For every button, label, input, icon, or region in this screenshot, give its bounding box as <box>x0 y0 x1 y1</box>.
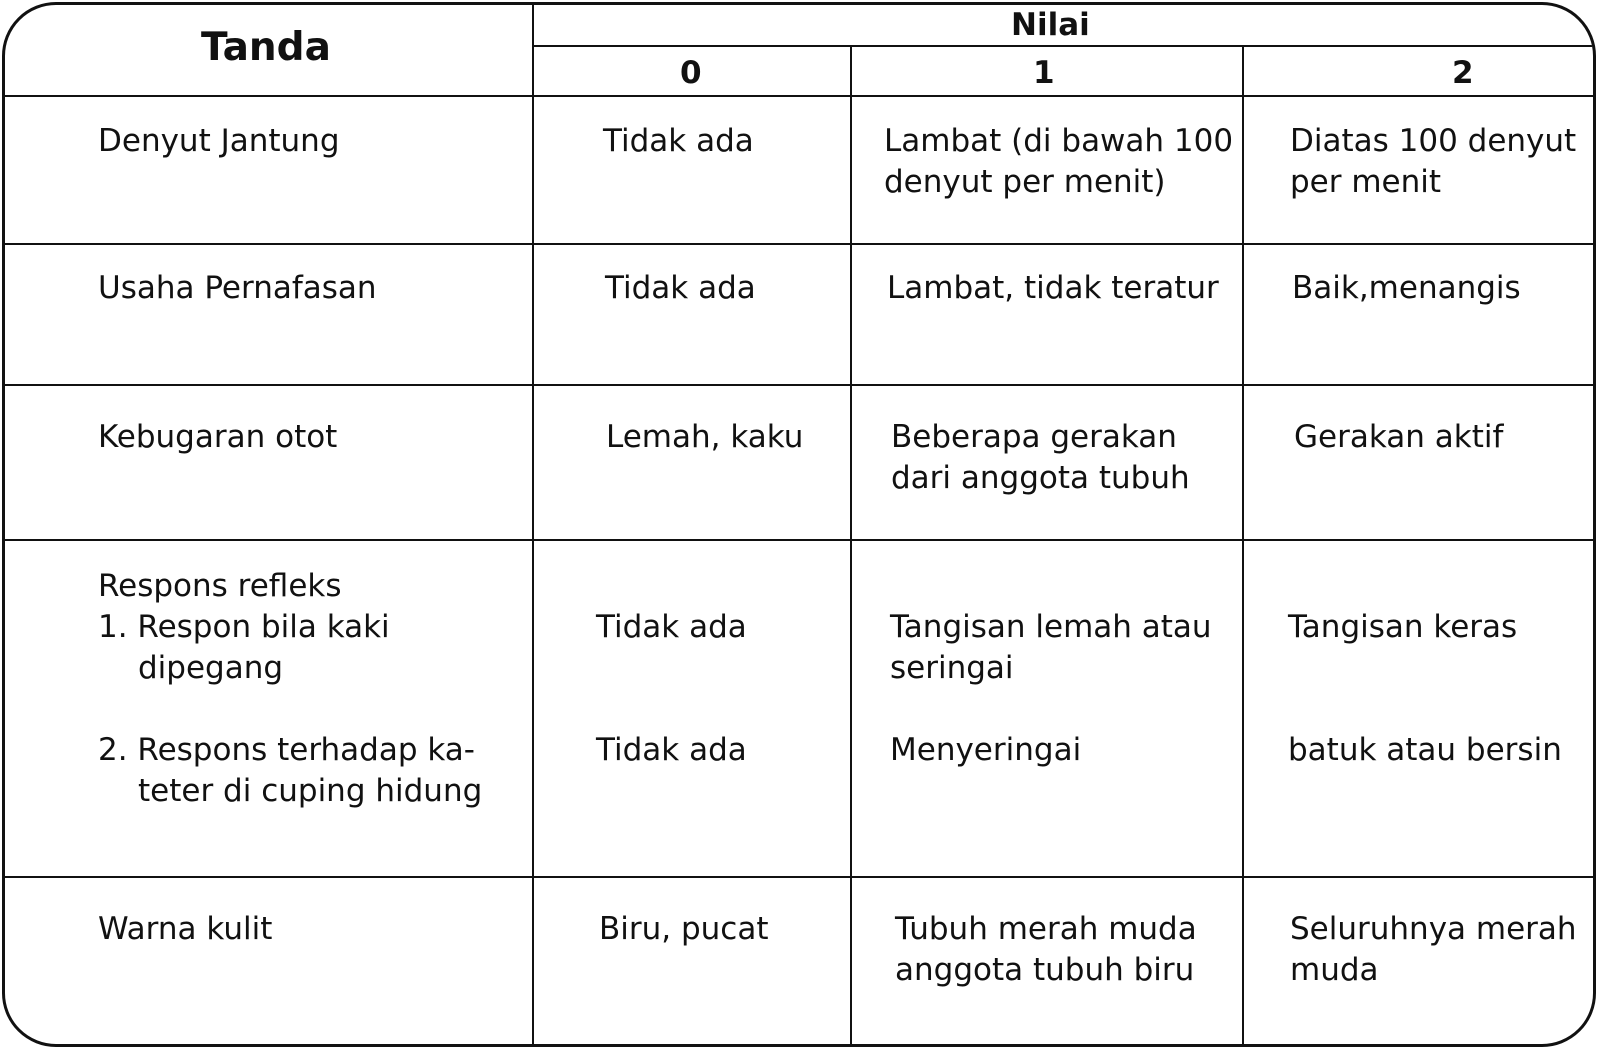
row-value-2: Gerakan aktif <box>1294 419 1504 455</box>
row-value-0: Tidak ada <box>603 123 754 159</box>
row-value-2: Tangisan keras <box>1288 609 1518 645</box>
row-sign: Warna kulit <box>98 911 273 947</box>
row-value-2: Baik,menangis <box>1292 270 1521 306</box>
divider <box>532 5 534 1047</box>
row-value-0: Tidak ada <box>596 609 747 645</box>
row-value-2: Seluruhnya merah muda <box>1290 911 1577 988</box>
row-sign: Kebugaran otot <box>98 419 338 455</box>
divider <box>5 243 1596 245</box>
row-value-1: Tangisan lemah atau seringai <box>890 609 1212 686</box>
row-sign: Respons refleks <box>98 568 342 604</box>
row-value-1: Lambat (di bawah 100 denyut per menit) <box>884 123 1234 200</box>
divider <box>850 45 852 1047</box>
divider <box>5 539 1596 541</box>
header-score-2: 2 <box>1452 55 1474 91</box>
row-sign: Usaha Pernafasan <box>98 270 377 306</box>
apgar-score-table <box>2 2 1596 1047</box>
row-value-0: Tidak ada <box>605 270 756 306</box>
reflex-item-label: 1. Respon bila kaki dipegang <box>98 609 390 686</box>
row-value-1: Menyeringai <box>890 732 1082 768</box>
divider <box>5 876 1596 878</box>
row-value-2: Diatas 100 denyut per menit <box>1290 123 1577 200</box>
header-sign: Tanda <box>201 25 331 70</box>
row-value-1: Tubuh merah muda anggota tubuh biru <box>895 911 1197 988</box>
row-value-1: Lambat, tidak teratur <box>887 270 1219 306</box>
row-value-0: Lemah, kaku <box>606 419 804 455</box>
row-value-2: batuk atau bersin <box>1288 732 1562 768</box>
header-score-1: 1 <box>1033 55 1055 91</box>
reflex-item-label: 2. Respons terhadap ka- teter di cuping hidung <box>98 732 483 809</box>
divider <box>5 384 1596 386</box>
divider <box>1242 45 1244 1047</box>
row-value-0: Tidak ada <box>596 732 747 768</box>
header-value: Nilai <box>1011 7 1090 43</box>
row-value-1: Beberapa gerakan dari anggota tubuh <box>891 419 1190 496</box>
divider <box>5 95 1596 97</box>
row-sign: Denyut Jantung <box>98 123 340 159</box>
header-score-0: 0 <box>680 55 702 91</box>
row-value-0: Biru, pucat <box>599 911 769 947</box>
